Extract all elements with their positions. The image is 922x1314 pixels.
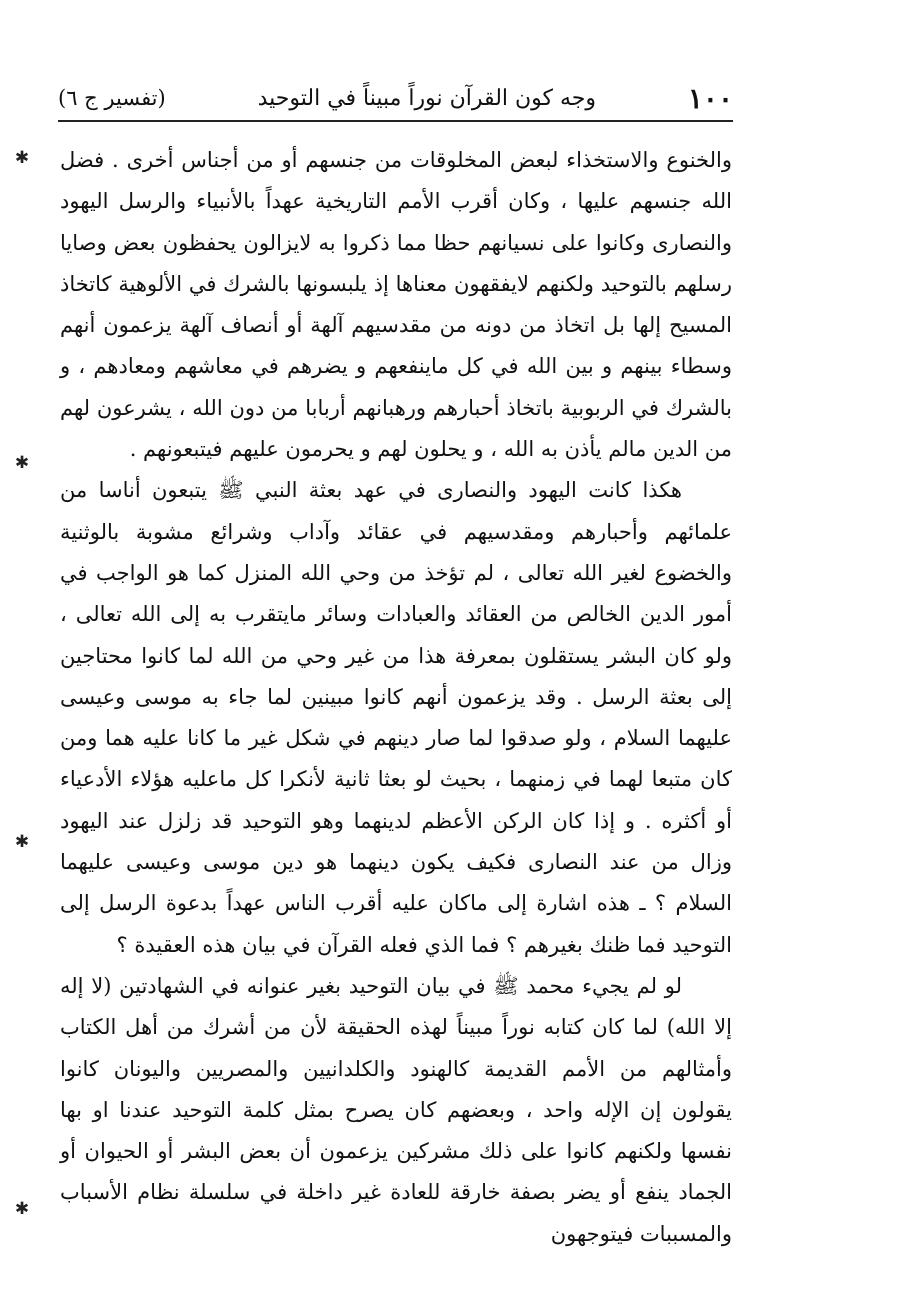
page-number: ١٠٠ xyxy=(687,81,733,115)
margin-star-icon: ✱ xyxy=(14,453,30,473)
paragraph: لو لم يجيء محمد ﷺ في بيان التوحيد بغير عنوانه في الشهادتين (لا إله إلا الله) لما كان كتابه نوراً مبيناً لهذه الحقيقة لأن من أشرك من أهل الكتاب وأمثالهم من الأمم القديمة كالهنود والكلدانيين والمصريين واليونان كانوا يقولون إن الإله واحد ، وبعضهم كان يصرح بمثل كلمة التوحيد عندنا او بها نفسها ولكنهم كانوا على ذلك مشركين يزعمون أن بعض البشر أو الحيوان أو الجماد ينفع أو يضر بصفة خارقة للعادة غير داخلة في سلسلة نظام الأسباب والمسببات فيتوجهون xyxy=(60,973,732,1246)
volume-reference: (تفسير ج ٦) xyxy=(58,86,166,110)
page-header xyxy=(58,78,733,118)
running-title: وجه كون القرآن نوراً مبيناً في التوحيد xyxy=(257,85,597,111)
margin-star-icon: ✱ xyxy=(14,1199,30,1219)
header-rule xyxy=(58,120,733,122)
paragraph: والخنوع والاستخذاء لبعض المخلوقات من جنسهم أو من أجناس أخرى . فضل الله جنسهم عليها ، وكان أقرب الأمم التاريخية عهداً بالأنبياء والرسل اليهود والنصارى وكانوا على نسيانهم حظا مما ذكروا به لايزالون يحفظون بعض وصايا رسلهم بالتوحيد ولكنهم لايفقهون معناها إذ يلبسونها بالشرك في الألوهية كاتخاذ المسيح إلها بل اتخاذ من دونه من مقدسيهم آلهة أو أنصاف آلهة يزعمون أنهم وسطاء بينهم و بين الله في كل ماينفعهم و يضرهم في معاشهم ومعادهم ، و بالشرك في الربوبية باتخاذ أحبارهم ورهبانهم أربابا من دون الله ، يشرعون لهم من الدين مالم يأذن به الله ، و يحلون لهم و يحرمون عليهم فيتبعونهم . xyxy=(60,148,732,462)
margin-star-icon: ✱ xyxy=(14,832,30,852)
paragraph: هكذا كانت اليهود والنصارى في عهد بعثة النبي ﷺ يتبعون أناسا من علمائهم وأحبارهم ومقدسيهم في عقائد وآداب وشرائع مشوبة بالوثنية والخضوع لغير الله تعالى ، لم تؤخذ من وحي الله المنزل كما هو الواجب في أمور الدين الخالص من العقائد والعبادات وسائر مايتقرب به إلى الله تعالى ، ولو كان البشر يستقلون بمعرفة هذا من غير وحي من الله لما كانوا محتاجين إلى بعثة الرسل . وقد يزعمون أنهم كانوا مبينين لما جاء به موسى وعيسى عليهما السلام ، ولو صدقوا لما صار دينهم في شكل غير ما كانا عليه هما ومن كان متبعا لهما في زمنهما ، بحيث لو بعثا ثانية لأنكرا كل ماعليه هؤلاء الأدعياء أو أكثره . و إذا كان الركن الأعظم لدينهما وهو التوحيد قد زلزل عند اليهود وزال من عند النصارى فكيف يكون دينهما هو دين موسى وعيسى عليهما السلام ؟ ـ هذه اشارة إلى ماكان عليه أقرب الناس عهداً بدعوة الرسل إلى التوحيد فما ظنك بغيرهم ؟ فما الذي فعله القرآن في بيان هذه العقيدة ؟ xyxy=(60,478,732,957)
margin-star-icon: ✱ xyxy=(14,148,30,168)
body-text xyxy=(60,140,732,1255)
